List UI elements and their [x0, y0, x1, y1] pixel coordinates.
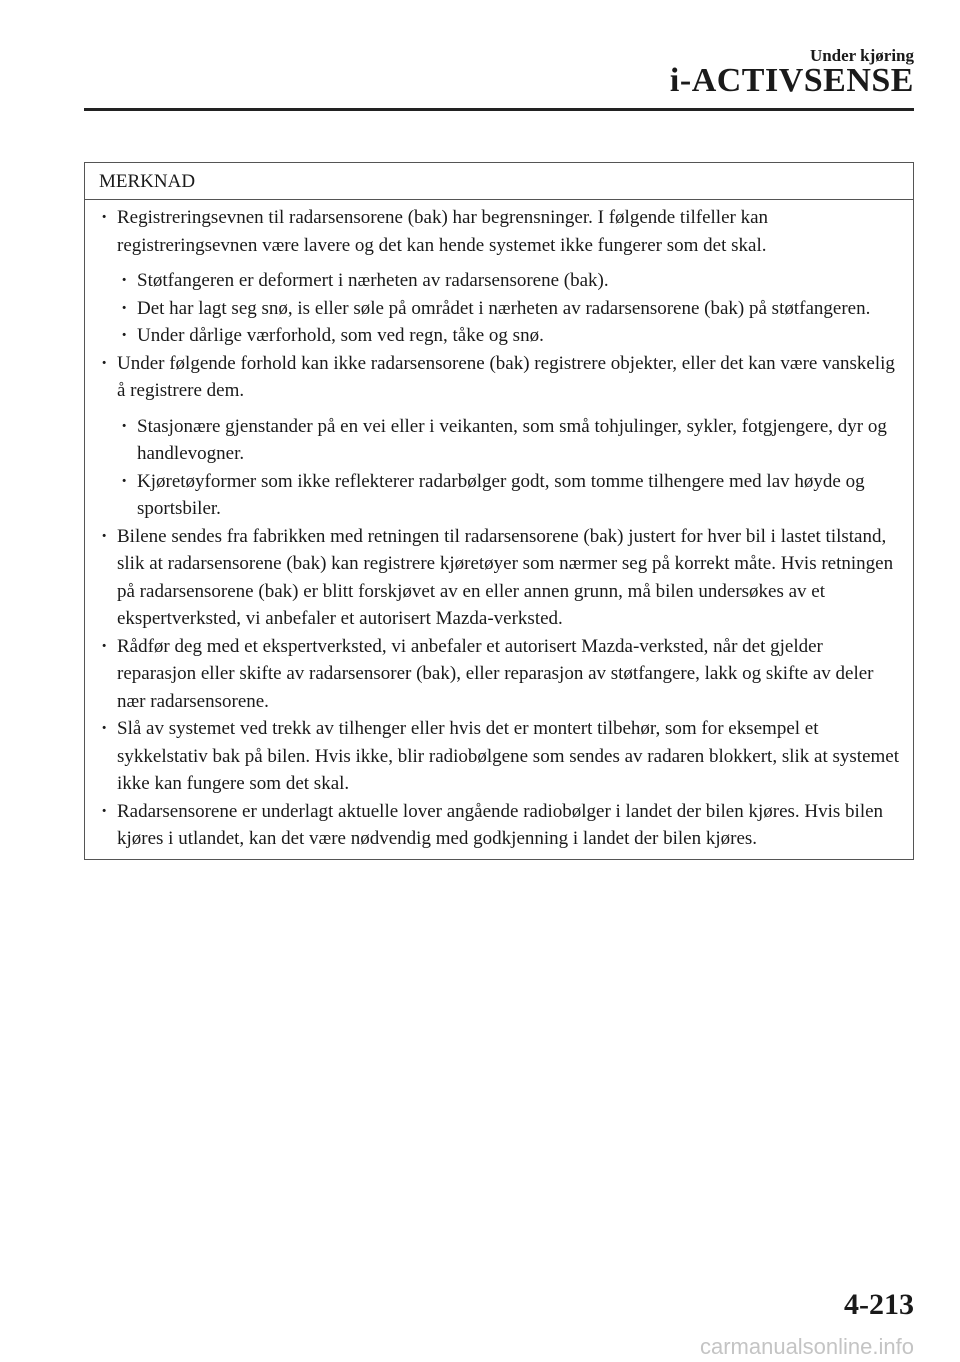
note-subitem: · Kjøretøyformer som ikke reflekterer radarbølger godt, som tomme tilhengere med lav høyde og sportsbiler.	[99, 468, 899, 523]
note-item: · Rådfør deg med et ekspertverksted, vi anbefaler et autorisert Mazda-verksted, når det gjelder reparasjon eller skifte av radarsensorer (bak), eller reparasjon av støtfangere, lakk og skifte av deler nær radarsensorene.	[99, 633, 899, 716]
watermark: carmanualsonline.info	[699, 1334, 914, 1359]
note-body	[85, 200, 913, 859]
note-item: · Slå av systemet ved trekk av tilhenger eller hvis det er montert tilbehør, som for eksempel et sykkelstativ bak på bilen. Hvis ikke, blir radiobølgene som sendes av radaren blokkert, slik at systemet ikke kan fungere som det skal.	[99, 715, 899, 798]
page-number: 4-213	[844, 1288, 914, 1321]
note-box	[84, 162, 914, 860]
note-subitem: · Det har lagt seg snø, is eller søle på området i nærheten av radarsensorene (bak) på støtfangeren.	[99, 295, 899, 323]
note-item: · Under følgende forhold kan ikke radarsensorene (bak) registrere objekter, eller det kan være vanskelig å registrere dem.	[99, 350, 899, 405]
note-heading: MERKNAD	[85, 163, 913, 200]
section-label: Under kjøring	[809, 46, 914, 65]
note-item: · Registreringsevnen til radarsensorene (bak) har begrensninger. I følgende tilfeller kan registreringsevnen være lavere og det kan hende systemet ikke fungerer som det skal.	[99, 204, 899, 259]
note-item: · Bilene sendes fra fabrikken med retningen til radarsensorene (bak) justert for hver bil i lastet tilstand, slik at radarsensorene (bak) kan registrere kjøretøyer som nærmer seg på korrekt måte. Hvis retningen på radarsensorene (bak) er blitt forskjøvet av en eller annen grunn, må bilen undersøkes av et ekspertverksted, vi anbefaler et autorisert Mazda-verksted.	[99, 523, 899, 633]
note-subitem: · Under dårlige værforhold, som ved regn, tåke og snø.	[99, 322, 899, 350]
header-rule	[84, 108, 914, 111]
note-item: · Radarsensorene er underlagt aktuelle lover angående radiobølger i landet der bilen kjøres. Hvis bilen kjøres i utlandet, kan det være nødvendig med godkjenning i landet der bilen kjøres.	[99, 798, 899, 853]
note-subitem: · Stasjonære gjenstander på en vei eller i veikanten, som små tohjulinger, sykler, fotgjengere, dyr og handlevogner.	[99, 413, 899, 468]
note-subitem: · Støtfangeren er deformert i nærheten av radarsensorene (bak).	[99, 267, 899, 295]
page-title: i-ACTIVSENSE	[669, 62, 914, 99]
